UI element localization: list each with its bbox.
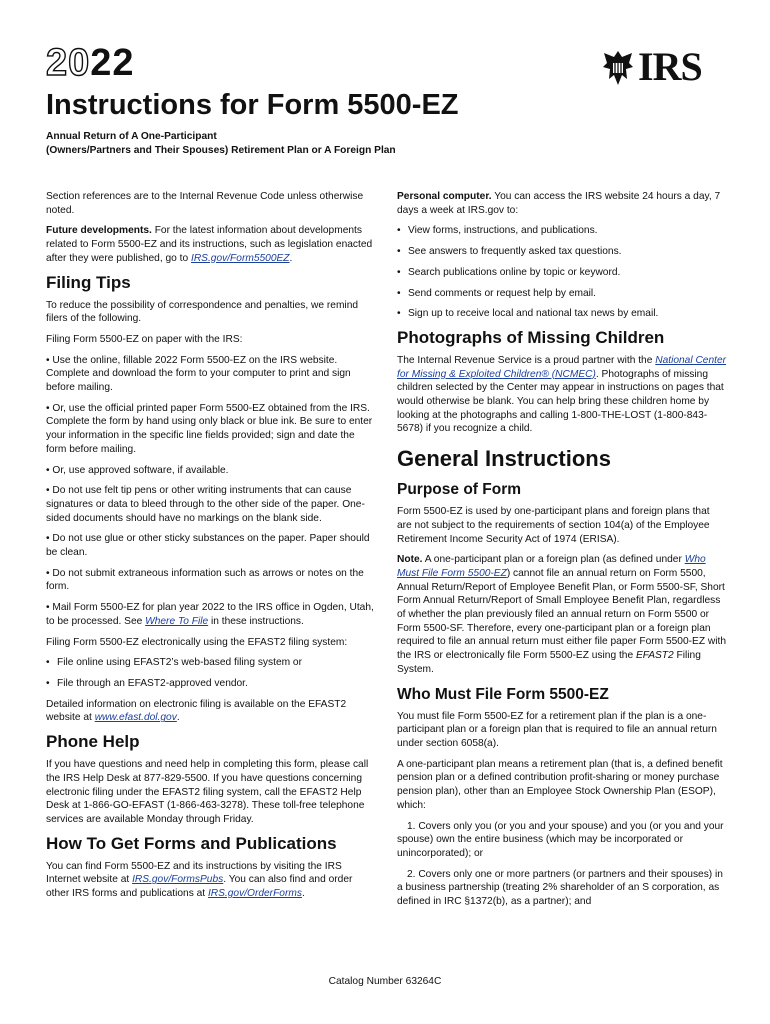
filing-tips-heading: Filing Tips	[46, 272, 131, 292]
page-title: Instructions for Form 5500-EZ	[46, 89, 459, 121]
intro-paragraph: Section references are to the Internal Revenue Code unless otherwise noted.	[46, 191, 364, 216]
year-bold-digits: 22	[90, 42, 135, 84]
right-column	[397, 190, 727, 916]
definition-paragraph: A one-participant plan means a retirement plan (that is, a defined benefit pension plan or a defined contribution profit-sharing or money purchase pension plan), other than an Employee Stock Ownership Plan (ESOP), which:	[397, 758, 723, 811]
note-label: Note.	[397, 554, 423, 566]
who-must-file-paragraph: You must file Form 5500-EZ for a retirement plan if the plan is a one-participant plan or a foreign plan that is required to file an annual return under section 6058(a).	[397, 710, 717, 749]
phone-help-heading: Phone Help	[46, 732, 140, 752]
list-item: 2. Covers only one or more partners (or partners and their spouses) in a business partnership (treating 2% shareholder of an S corporation, as defined in IRC §1372(b), as a partner); and	[397, 868, 723, 908]
list-item: • Search publications online by topic or keyword.	[397, 266, 621, 278]
list-item: 1. Covers only you (or you and your spouse) and you (or you and your spouse) own the entire business (which may be incorporated or unincorporated); or	[397, 820, 724, 859]
list-item: • File online using EFAST2’s web-based filing system or	[46, 657, 302, 669]
list-item: • File through an EFAST2-approved vendor.	[46, 677, 248, 689]
purpose-heading: Purpose of Form	[397, 481, 522, 499]
efast-website-link[interactable]: www.efast.dol.gov	[94, 712, 177, 724]
future-developments-paragraph: Future developments. For the latest information about developments related to Form 5500-EZ and its instructions, such as legislation enacted after they were published, go to IRS.gov/Form5500EZ.	[46, 225, 373, 264]
subtitle-line-2: (Owners/Partners and Their Spouses) Retirement Plan or A Foreign Plan	[46, 145, 396, 156]
list-item: • Or, use the official printed paper Form 5500-EZ obtained from the IRS. Complete the form by hand using only black or blue ink. Be sure to enter your information in the specific line fields provided; sign and date the form before mailing.	[46, 402, 373, 455]
list-item: • Or, use approved software, if available.	[46, 464, 229, 476]
forms-pubs-heading: How To Get Forms and Publications	[46, 833, 337, 853]
who-must-file-heading: Who Must File Form 5500-EZ	[397, 685, 609, 703]
purpose-paragraph: Form 5500-EZ is used by one-participant plans and foreign plans that are not subject to the requirements of section 104(a) of the Employee Retirement Income Security Act of 1974 (ERISA).	[397, 506, 710, 545]
where-to-file-link[interactable]: Where To File	[145, 615, 209, 627]
personal-computer-heading: Personal computer.	[397, 191, 492, 202]
order-forms-link[interactable]: IRS.gov/OrderForms	[207, 888, 302, 900]
general-instructions-heading: General Instructions	[397, 446, 611, 472]
personal-computer-paragraph: Personal computer. You can access the IRS website 24 hours a day, 7 days a week at IRS.gov to:	[397, 191, 721, 216]
future-developments-heading: Future developments.	[46, 225, 152, 237]
list-item: • See answers to frequently asked tax questions.	[397, 246, 622, 258]
subtitle-line-1: Annual Return of A One-Participant	[46, 131, 217, 142]
note-paragraph: Note. A one-participant plan or a foreign plan (as defined under Who Must File Form 5500-EZ) cannot file an annual return on Form 5500, Annual Return/Report of Employee Benefit Plan, or Form 5500-SF, Short Form Annual Return/Report of Small Employee Benefit Plan, regardless of whether the plan previously filed an annual return on Form 5500 or Form 5500-SF. Therefore, every one-participant plan or a foreign plan required to file an annual return must either file paper Form 5500-EZ with the IRS or electronically file Form 5500-EZ using the EFAST2 Filing System.	[397, 554, 726, 675]
paper-filing-intro: Filing Form 5500-EZ on paper with the IRS:	[46, 333, 243, 345]
page-subtitle	[46, 130, 396, 158]
phone-help-paragraph: If you have questions and need help in completing this form, please call the IRS Help Desk at 877-829-5500. If you have questions concerning electronic filing under the EFAST2 filing system, call the EFAST2 Help Desk at 1-866-GO-EFAST (1-866-463-3278). These toll-free telephone services are available Monday through Friday.	[46, 759, 369, 825]
catalog-number: Catalog Number 63264C	[328, 976, 442, 987]
list-item: • View forms, instructions, and publications.	[397, 225, 598, 237]
forms-pubs-link[interactable]: IRS.gov/FormsPubs	[132, 874, 224, 886]
efast-intro: Filing Form 5500-EZ electronically using the EFAST2 filing system:	[46, 636, 348, 648]
filing-tips-intro: To reduce the possibility of correspondence and penalties, we remind filers of the following.	[46, 299, 359, 325]
list-item: • Do not use glue or other sticky substances on the paper. Paper should be clean.	[46, 533, 370, 559]
irs-logo-text: IRS	[638, 44, 702, 89]
eagle-icon	[600, 47, 636, 87]
forms-pubs-paragraph: You can find Form 5500-EZ and its instructions by visiting the IRS Internet website at IRS.gov/FormsPubs. You can also find and order other IRS forms and publications at IRS.gov/OrderForms.	[46, 860, 353, 900]
form-year	[46, 44, 135, 82]
ncmec-link[interactable]: National Center for Missing & Exploited Children® (NCMEC)	[397, 354, 727, 380]
year-outline-digits: 20	[46, 42, 91, 84]
missing-children-heading: Photographs of Missing Children	[397, 327, 665, 347]
list-item: • Send comments or request help by email.	[397, 287, 596, 299]
list-item: • Sign up to receive local and national tax news by email.	[397, 308, 659, 320]
efast-detail: Detailed information on electronic filing is available on the EFAST2 website at www.efast.dol.gov.	[46, 698, 347, 724]
list-item: • Do not submit extraneous information such as arrows or notes on the form.	[46, 567, 364, 593]
list-item: • Do not use felt tip pens or other writing instruments that can cause signatures or data to bleed through to the other side of the paper. One-sided documents should have no markings on the blank side.	[46, 485, 365, 524]
list-item: • Use the online, fillable 2022 Form 5500-EZ on the IRS website. Complete and download the form to your computer to print and sign before mailing.	[46, 354, 351, 394]
irs-logo	[600, 46, 728, 88]
form5500ez-link[interactable]: IRS.gov/Form5500EZ	[190, 252, 290, 264]
missing-children-paragraph: The Internal Revenue Service is a proud partner with the National Center for Missing & Exploited Children® (NCMEC). Photographs of missing children selected by the Center may appear in instructions on pages that would otherwise be blank. You can help bring these children home by looking at the photographs and calling 1-800-THE-LOST (1-800-843-5678) if you recognize a child.	[397, 354, 727, 435]
left-column	[46, 190, 376, 908]
mail-instruction: • Mail Form 5500-EZ for plan year 2022 to the IRS office in Ogden, Utah, to be processed. See Where To File in these instructions.	[46, 602, 374, 627]
who-must-file-link[interactable]: Who Must File Form 5500-EZ	[397, 554, 706, 579]
